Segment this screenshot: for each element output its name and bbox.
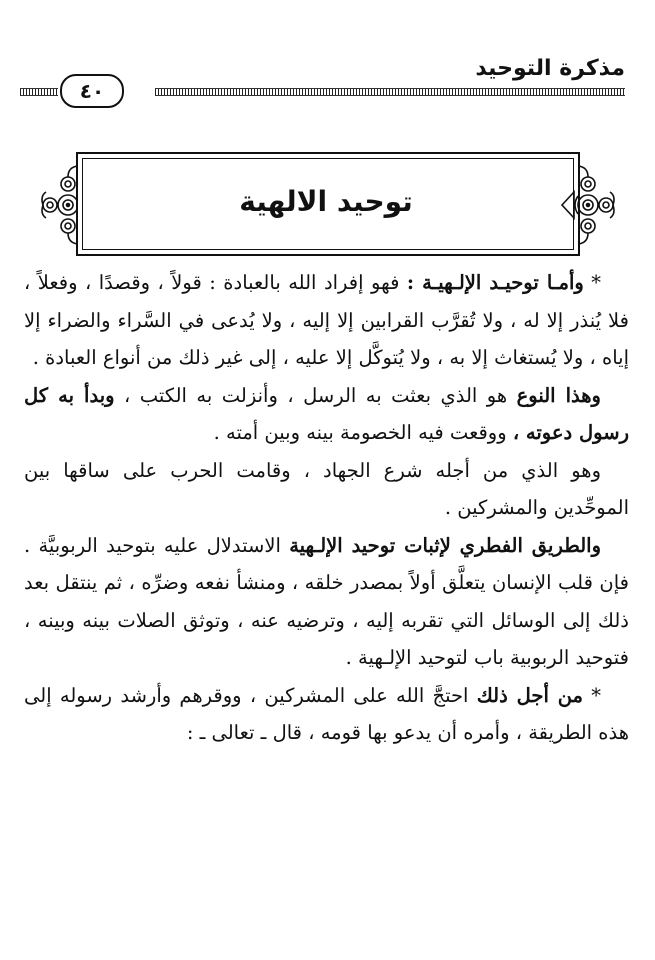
paragraph-text: الاستدلال عليه بتوحيد الربوبيَّة . فإن قلب الإنسان يتعلَّق أولاً بمصدر خلقه ، ومنشأ نفعه وضرِّه ، ثم ينتقل بعد ذلك إلى الوسائل التي تقربه إليه ، وترضيه عنه ، وتوثق الصلات بينه وبينه ، فتوحيد الربوبية باب لتوحيد الإلـهية .: [24, 533, 629, 669]
bullet-icon: *: [591, 271, 601, 294]
paragraph-4: [24, 527, 629, 677]
paragraph-lead-secondary: وبدأ به كل رسول دعوته ،: [24, 383, 629, 444]
paragraph-1: [24, 264, 629, 377]
paragraph-lead: وأمـا توحيـد الإلـهيـة :: [406, 271, 584, 294]
paragraph-text: فهو إفراد الله بالعبادة : قولاً ، وقصدًا ، وفعلاً ، فلا يُنذر إلا له ، ولا تُقرَّب القرابين إلا إليه ، ولا يُدعى في السَّراء والضراء إلا إياه ، ولا يُستغاث إلا به ، ولا يُتوكَّل إلا عليه ، إلى غير ذلك من أنواع العبادة .: [24, 271, 629, 369]
paragraph-text: هو الذي بعثت به الرسل ، وأنزلت به الكتب ،: [124, 383, 508, 407]
paragraph-3: [24, 452, 629, 527]
page-number: [60, 74, 124, 108]
paragraph-text: احتجَّ الله على المشركين ، ووقرهم وأرشد رسوله إلى هذه الطريقة ، وأمره أن يدعو بها قومه ، قال ـ تعالى ـ :: [24, 683, 629, 744]
paragraph-lead: والطريق الفطري لإثبات توحيد الإلـهية: [289, 533, 601, 557]
paragraph-lead: من أجل ذلك: [476, 683, 583, 707]
paragraph-5: [24, 677, 629, 752]
book-title: مذكرة التوحيد: [475, 56, 625, 81]
section-title: توحيد الالهية: [239, 185, 413, 218]
paragraph-2: [24, 377, 629, 452]
page-header: [0, 0, 655, 110]
paragraph-text-secondary: ووقعت فيه الخصومة بينه وبين أمته .: [213, 421, 507, 444]
section-title-box: [38, 152, 618, 258]
bullet-icon: *: [591, 683, 601, 707]
paragraph-lead: وهذا النوع: [516, 383, 601, 407]
page-body: [24, 264, 629, 752]
header-rule: [155, 88, 625, 96]
page-number-label: ٤٠: [79, 79, 105, 103]
paragraph-text: وهو الذي من أجله شرع الجهاد ، وقامت الحرب على ساقها بين الموحِّدين والمشركين .: [24, 458, 629, 519]
header-rule-end: [20, 88, 58, 96]
